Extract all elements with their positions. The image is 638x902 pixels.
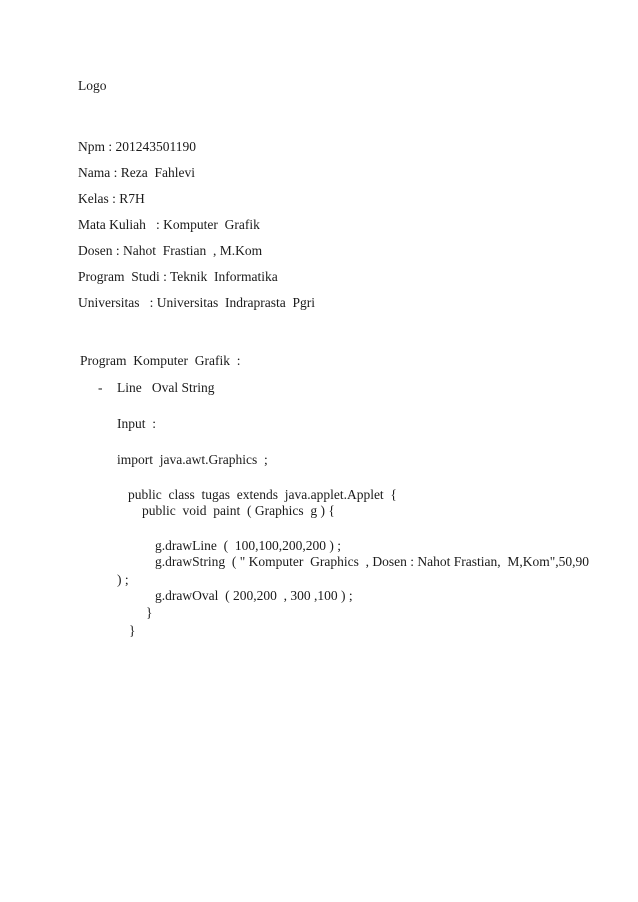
list-item-line-oval-string: Line Oval String bbox=[117, 380, 215, 395]
code-import-line: import java.awt.Graphics ; bbox=[117, 452, 268, 467]
code-drawstring-line: g.drawString ( " Komputer Graphics , Dosen : Nahot Frastian, M,Kom",50,90 bbox=[155, 554, 589, 569]
code-drawstring-continuation: ) ; bbox=[117, 572, 129, 587]
logo-label: Logo bbox=[78, 78, 107, 93]
list-bullet: - bbox=[98, 380, 103, 395]
kelas-text: Kelas : R7H bbox=[78, 191, 145, 206]
code-class-line: public class tugas extends java.applet.Applet { bbox=[128, 487, 397, 502]
nama-text: Nama : Reza Fahlevi bbox=[78, 165, 195, 180]
code-drawoval-line: g.drawOval ( 200,200 , 300 ,100 ) ; bbox=[155, 588, 353, 603]
program-title: Program Komputer Grafik : bbox=[80, 353, 241, 368]
universitas-text: Universitas : Universitas Indraprasta Pgri bbox=[78, 295, 315, 310]
npm-text: Npm : 201243501190 bbox=[78, 139, 196, 154]
code-drawline-line: g.drawLine ( 100,100,200,200 ) ; bbox=[155, 538, 341, 553]
input-label: Input : bbox=[117, 416, 156, 431]
program-studi-text: Program Studi : Teknik Informatika bbox=[78, 269, 278, 284]
code-paint-closing-brace: } bbox=[146, 605, 153, 620]
mata-kuliah-text: Mata Kuliah : Komputer Grafik bbox=[78, 217, 260, 232]
code-class-closing-brace: } bbox=[129, 623, 136, 638]
code-paint-line: public void paint ( Graphics g ) { bbox=[142, 503, 335, 518]
dosen-text: Dosen : Nahot Frastian , M.Kom bbox=[78, 243, 263, 258]
